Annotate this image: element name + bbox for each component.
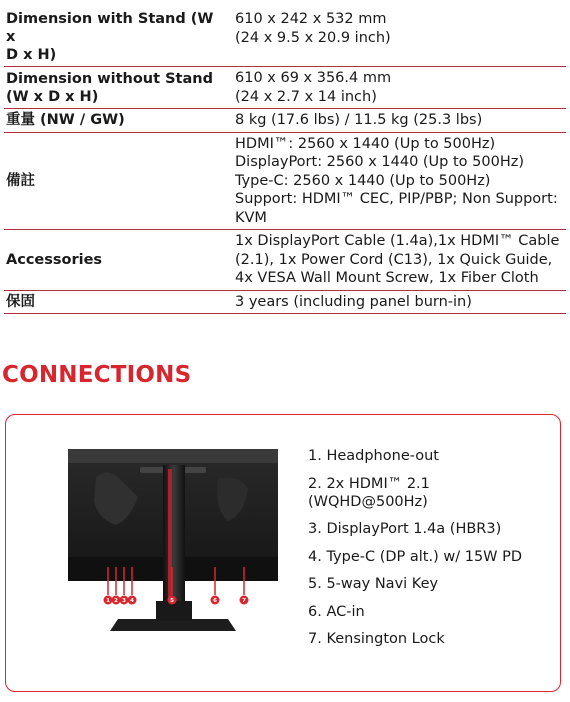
spec-label: [4, 8, 229, 66]
port-item-ac-in: 6. AC-in: [308, 603, 365, 620]
port-item-navi-key: 5. 5-way Navi Key: [308, 576, 439, 592]
monitor-rear-image: [68, 449, 278, 647]
connections-panel: [5, 414, 561, 692]
spec-value-line: HDMI™: 2560 x 1440 (Up to 500Hz): [235, 135, 496, 152]
spec-label-line: 備註: [6, 172, 35, 189]
spec-value: [229, 109, 566, 132]
callout-number: 3: [122, 598, 126, 604]
spec-value-line: 8 kg (17.6 lbs) / 11.5 kg (25.3 lbs): [235, 112, 483, 128]
port-item-hdmi: 2. 2x HDMI™ 2.1 (WQHD@500Hz): [308, 475, 430, 510]
spec-value-line: 1x DisplayPort Cable (1.4a),1x HDMI™ Cable: [235, 233, 560, 249]
connections-heading: CONNECTIONS: [2, 362, 192, 388]
spec-label-line: Dimension without Stand: [6, 70, 213, 87]
spec-row-dimension-without-stand: [4, 67, 566, 109]
callout-number: 7: [242, 598, 246, 604]
spec-label: [4, 67, 229, 108]
spec-row-notes: [4, 133, 566, 231]
spec-label-line: Accessories: [6, 251, 103, 268]
spec-label-line: D x H): [6, 47, 57, 63]
spec-label-line: 保固: [6, 293, 35, 310]
port-item-type-c: 4. Type-C (DP alt.) w/ 15W PD: [308, 548, 523, 565]
spec-value: [229, 67, 566, 108]
port-item-kensington-lock: 7. Kensington Lock: [308, 631, 445, 647]
callout-number: 5: [170, 598, 174, 604]
spec-value-line: (2.1), 1x Power Cord (C13), 1x Quick Guide,: [235, 251, 553, 268]
spec-label-line: (W x D x H): [6, 88, 99, 105]
spec-row-warranty: [4, 291, 566, 315]
callout-number: 6: [213, 598, 217, 604]
port-list: [308, 447, 558, 658]
spec-value-line: Type-C: 2560 x 1440 (Up to 500Hz): [235, 172, 491, 189]
callout-number: 2: [114, 598, 118, 604]
spec-label: [4, 230, 229, 290]
spec-label: [4, 109, 229, 132]
callout-number: 1: [106, 598, 110, 604]
spec-value: [229, 8, 566, 66]
spec-label: [4, 133, 229, 230]
port-item-displayport: 3. DisplayPort 1.4a (HBR3): [308, 521, 502, 537]
spec-row-weight: [4, 109, 566, 133]
port-item-headphone-out: 1. Headphone-out: [308, 448, 439, 464]
spec-value: [229, 291, 566, 314]
spec-value-line: Support: HDMI™ CEC, PIP/PBP; Non Support:: [235, 191, 558, 207]
spec-row-accessories: [4, 230, 566, 291]
spec-label-line: 重量 (NW / GW): [6, 112, 125, 129]
spec-value: [229, 133, 566, 230]
spec-row-dimension-with-stand: [4, 8, 566, 67]
spec-value-line: 610 x 242 x 532 mm: [235, 11, 387, 27]
spec-value-line: (24 x 2.7 x 14 inch): [235, 88, 377, 105]
spec-value-line: 3 years (including panel burn-in): [235, 293, 472, 310]
spec-value: [229, 230, 566, 290]
spec-value-line: 610 x 69 x 356.4 mm: [235, 70, 392, 86]
spec-label-line: Dimension with Stand (W x: [6, 11, 214, 45]
spec-value-line: KVM: [235, 209, 267, 226]
spec-value-line: 4x VESA Wall Mount Screw, 1x Fiber Cloth: [235, 270, 539, 286]
spec-label: [4, 291, 229, 314]
spec-value-line: (24 x 9.5 x 20.9 inch): [235, 29, 391, 46]
spec-value-line: DisplayPort: 2560 x 1440 (Up to 500Hz): [235, 154, 524, 170]
callout-number: 4: [130, 598, 134, 604]
spec-table: [4, 8, 566, 314]
